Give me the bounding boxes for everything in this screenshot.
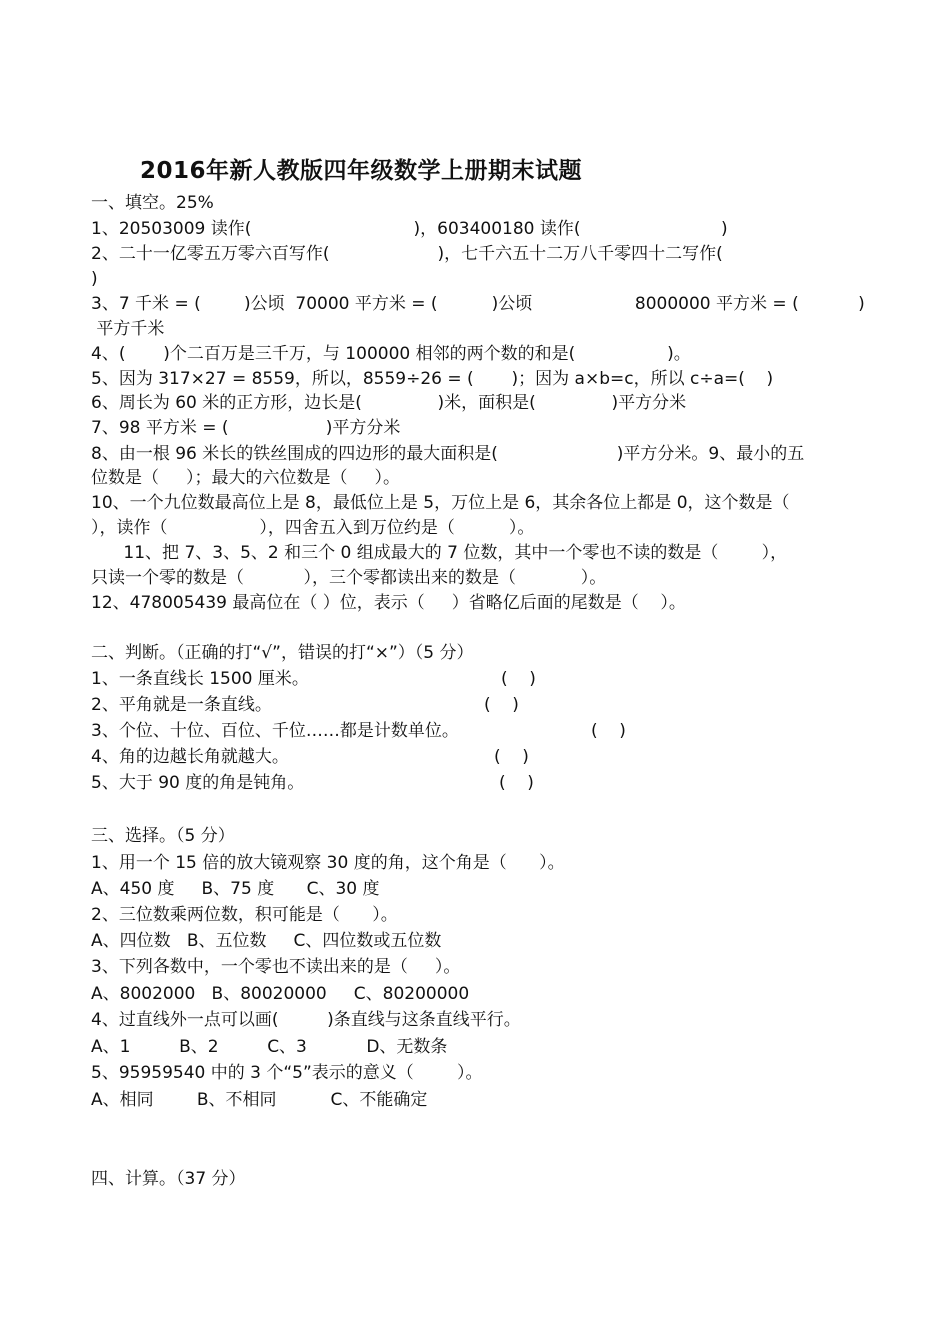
judgment-text: 2、平角就是一条直线。: [91, 695, 272, 715]
question-line: 1、20503009 读作( )，603400180 读作( ): [91, 219, 728, 239]
question-line: 11、把 7、3、5、2 和三个 0 组成最大的 7 位数，其中一个零也不读的数是（ ），: [91, 543, 788, 563]
question-line: 位数是（ ）；最大的六位数是（ ）。: [91, 468, 401, 488]
question-line: 12、478005439 最高位在（ ）位，表示（ ）省略亿后面的尾数是（ ）。: [91, 593, 686, 613]
judgment-text: 5、大于 90 度的角是钝角。: [91, 773, 305, 793]
judgment-item: [91, 668, 536, 690]
judgment-item: [91, 694, 519, 716]
choice-question: 2、三位数乘两位数，积可能是（ ）。: [91, 905, 398, 925]
section-heading-choice: 三、选择。（5 分）: [91, 826, 235, 846]
choice-options: A、8002000 B、80020000 C、80200000: [91, 984, 470, 1004]
choice-question: 4、过直线外一点可以画( )条直线与这条直线平行。: [91, 1010, 521, 1030]
question-line: 10、一个九位数最高位上是 8，最低位上是 5，万位上是 6，其余各位上都是 0，这个数是（: [91, 493, 790, 513]
question-line: 平方千米: [91, 319, 165, 339]
section-heading-judgment: 二、判断。（正确的打“√”，错误的打“×”）（5 分）: [91, 643, 474, 663]
answer-blank: ( ): [484, 695, 519, 715]
choice-question: 5、95959540 中的 3 个“5”表示的意义（ ）。: [91, 1063, 483, 1083]
question-line: 8、由一根 96 米长的铁丝围成的四边形的最大面积是( )平方分米。9、最小的五: [91, 444, 805, 464]
choice-question: 1、用一个 15 倍的放大镜观察 30 度的角，这个角是（ ）。: [91, 853, 565, 873]
question-line: 4、( )个二百万是三千万，与 100000 相邻的两个数的和是( )。: [91, 344, 691, 364]
answer-blank: ( ): [499, 773, 534, 793]
choice-question: 3、下列各数中，一个零也不读出来的是（ ）。: [91, 957, 461, 977]
question-line: 3、7 千米 = ( )公顷 70000 平方米 = ( )公顷 8000000 平方米 = ( ): [91, 294, 865, 314]
answer-blank: ( ): [494, 747, 529, 767]
judgment-text: 1、一条直线长 1500 厘米。: [91, 669, 309, 689]
judgment-item: [91, 772, 534, 794]
choice-options: A、1 B、2 C、3 D、无数条: [91, 1037, 448, 1057]
document-title: 2016年新人教版四年级数学上册期末试题: [140, 158, 583, 184]
question-line: 只读一个零的数是（ ），三个零都读出来的数是（ ）。: [91, 568, 607, 588]
judgment-text: 3、个位、十位、百位、千位……都是计数单位。: [91, 721, 459, 741]
judgment-item: [91, 746, 529, 768]
question-line: 6、周长为 60 米的正方形，边长是( )米，面积是( )平方分米: [91, 393, 687, 413]
section-heading-calculation: 四、计算。（37 分）: [91, 1169, 246, 1189]
question-line: 5、因为 317×27 = 8559，所以，8559÷26 = ( )；因为 a×b=c，所以 c÷a=( ): [91, 369, 774, 389]
answer-blank: ( ): [591, 721, 626, 741]
question-line: 2、二十一亿零五万零六百写作( )，七千六五十二万八千零四十二写作(: [91, 244, 723, 264]
choice-options: A、相同 B、不相同 C、不能确定: [91, 1090, 428, 1110]
question-line: ），读作（ ），四舍五入到万位约是（ ）。: [91, 518, 535, 538]
question-line: ): [91, 269, 98, 289]
judgment-item: [91, 720, 626, 742]
section-heading-fill-blank: 一、填空。25%: [91, 193, 214, 213]
answer-blank: ( ): [501, 669, 536, 689]
judgment-text: 4、角的边越长角就越大。: [91, 747, 289, 767]
question-line: 7、98 平方米 = ( )平方分米: [91, 418, 401, 438]
choice-options: A、450 度 B、75 度 C、30 度: [91, 879, 380, 899]
choice-options: A、四位数 B、五位数 C、四位数或五位数: [91, 931, 442, 951]
